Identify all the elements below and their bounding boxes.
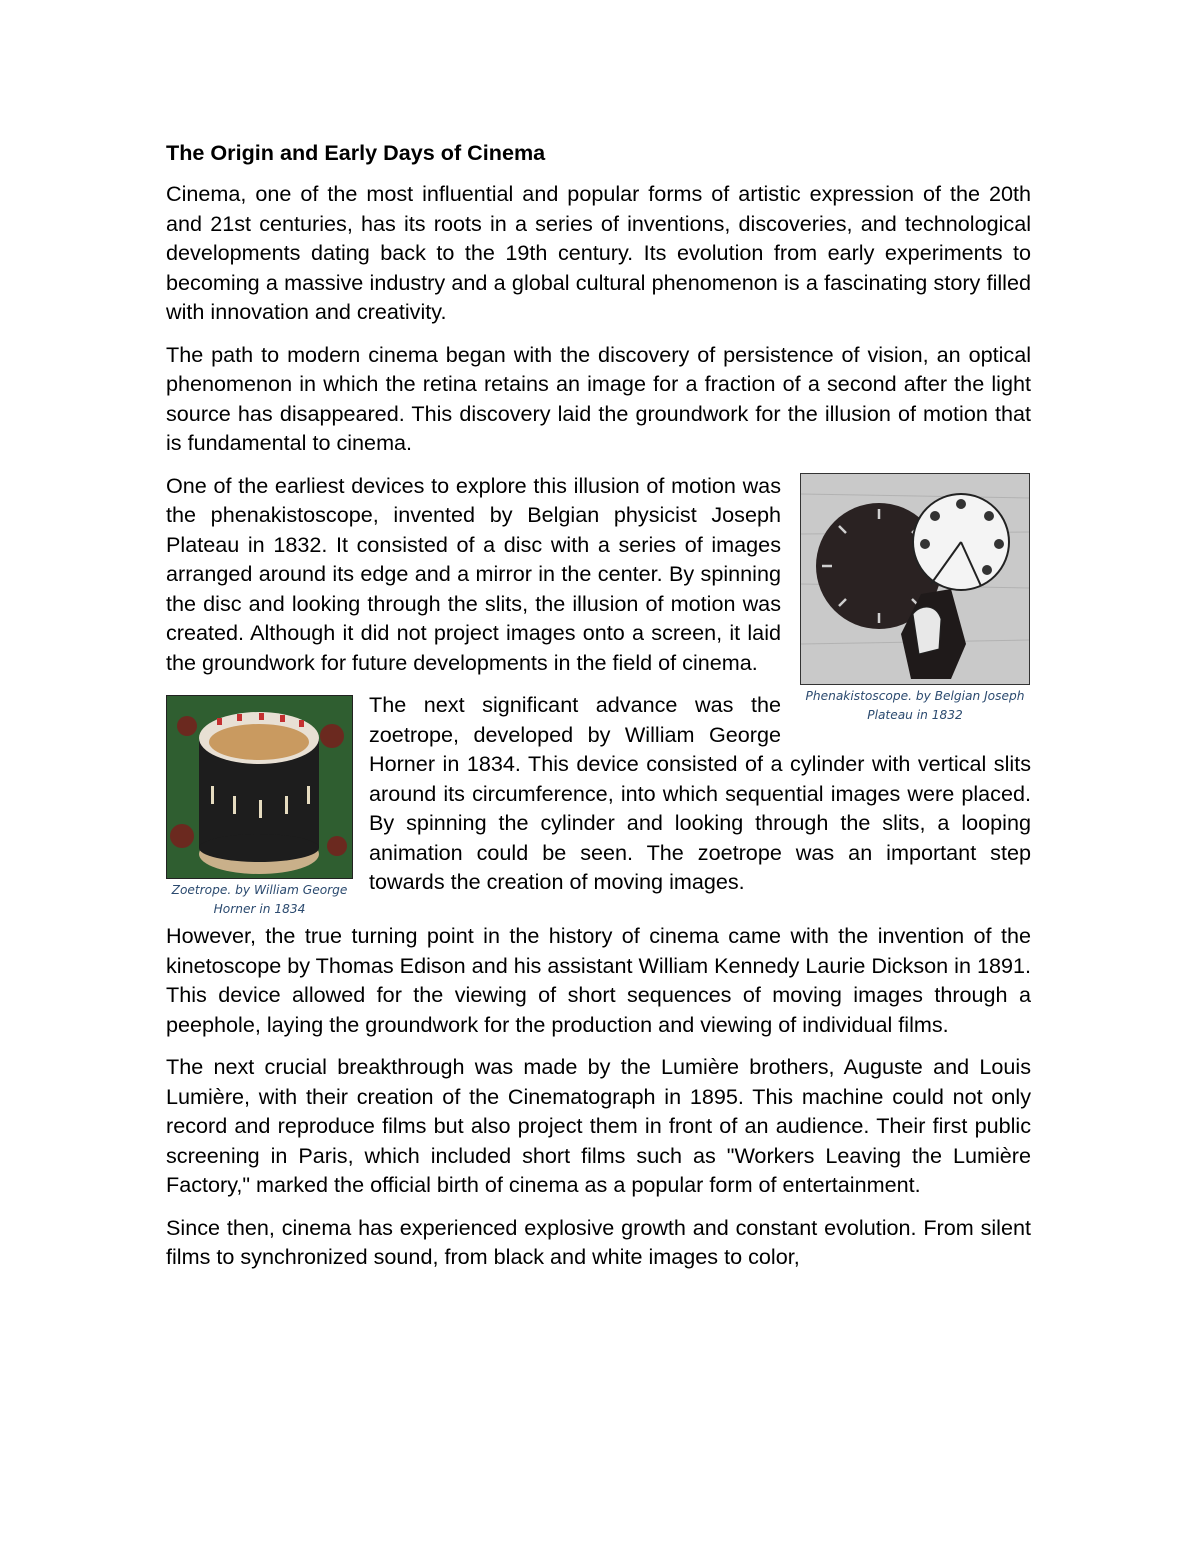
paragraph-kinetoscope: However, the true turning point in the history of cinema came with the invention of the kinetoscope by Thomas Edison and his assistant William Kennedy Laurie Dickson in 1891. This device allowed for the viewing of short sequences of moving images through a peephole, laying the groundwork for the production and viewing of individual films. [166, 923, 1032, 1037]
paragraph-zoetrope: The next significant advance was the zoetrope, developed by William George Horner in 1834. This device consisted of a cylinder with vertical slits around its circumference, into which sequential images were placed. By spinning the cylinder and looking through the slits, a looping animation could be seen. The zoetrope was an important step towards the creation of moving images. [369, 692, 1031, 894]
paragraph-intro: Cinema, one of the most influential and popular forms of artistic expression of the 20th and 21st centuries, has its roots in a series of inventions, discoveries, and technological developments dating back to the 19th century. Its evolution from early experiments to becoming a massive industry and a global cultural phenomenon is a fascinating story filled with innovation and creativity. [166, 181, 1031, 324]
document-body [166, 136, 1031, 1285]
document-title: The Origin and Early Days of Cinema [166, 140, 546, 165]
paragraph-evolution: Since then, cinema has experienced explosive growth and constant evolution. From silent films to synchronized sound, from black and white images to color, [166, 1214, 1031, 1269]
paragraph-cinematograph: The next crucial breakthrough was made by the Lumière brothers, Auguste and Louis Lumière, with their creation of the Cinematograph in 1895. This machine could not only record and reproduce films but also project them in front of an audience. Their first public screening in Paris, which included short films such as "Workers Leaving the Lumière Factory," marked the official birth of cinema as a popular form of entertainment. [166, 1054, 1031, 1197]
paragraph-persistence: The path to modern cinema began with the discovery of persistence of vision, an optical phenomenon in which the retina retains an image for a fraction of a second after the light source has disappeared. This discovery laid the groundwork for the illusion of motion that is fundamental to cinema. [166, 341, 1031, 455]
zoetrope-figure [166, 695, 353, 919]
zoetrope-image [166, 695, 353, 879]
phenakistoscope-caption: Phenakistoscope. by Belgian Joseph Plateau in 1832 [805, 688, 1025, 722]
phenakistoscope-image [800, 473, 1030, 685]
phenakistoscope-figure [799, 473, 1031, 725]
paragraph-phenakistoscope: One of the earliest devices to explore this illusion of motion was the phenakistoscope, invented by Belgian physicist Joseph Plateau in 1832. It consisted of a disc with a series of images arranged around its edge and a mirror in the center. By spinning the disc and looking through the slits, the illusion of motion was created. Although it did not project images onto a screen, it laid the groundwork for future developments in the field of cinema. [166, 472, 781, 675]
zoetrope-caption: Zoetrope. by William George Horner in 1834 [171, 883, 348, 916]
